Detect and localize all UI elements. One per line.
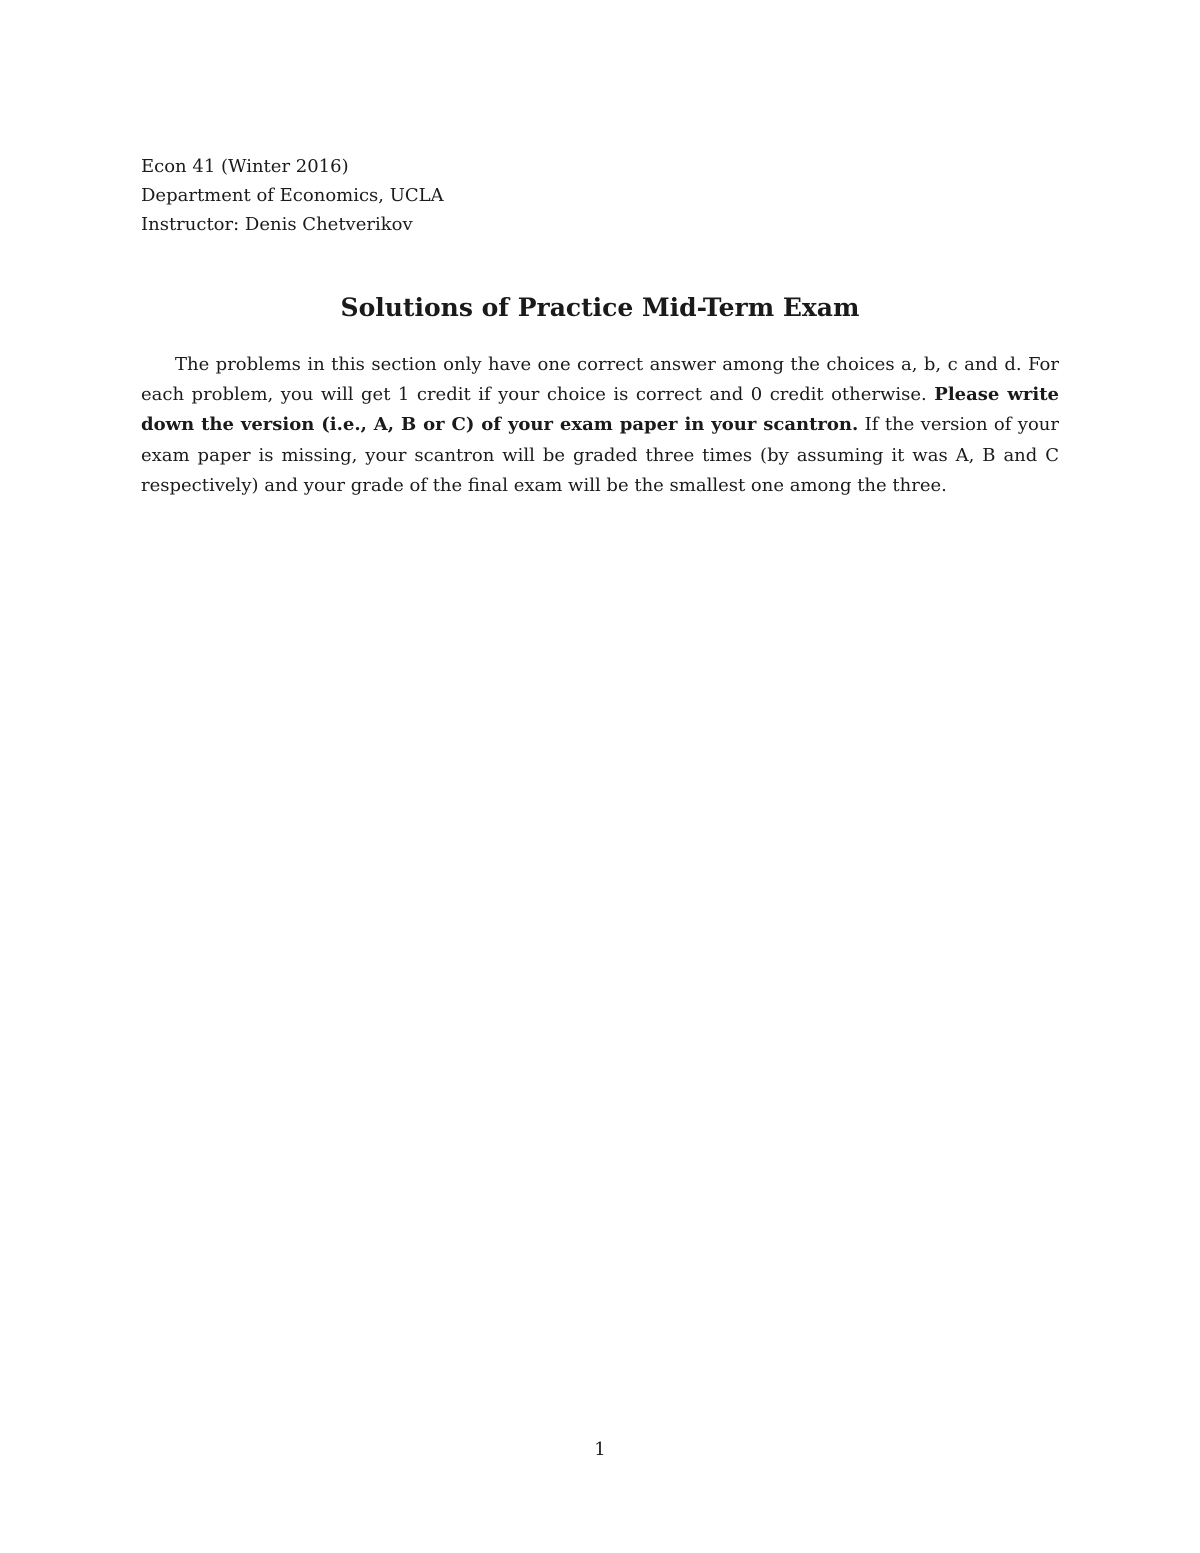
document-title: Solutions of Practice Mid-Term Exam	[340, 293, 860, 322]
instructions-paragraph	[141, 350, 1059, 501]
department-name: Department of Economics, UCLA	[141, 185, 444, 206]
instructions-text-1: The problems in this section only have one correct answer among the choices a, b, c and d. For each problem, you will get 1 credit if your choice is correct and 0 credit otherwise.	[141, 354, 1059, 406]
instructions-text-2: If the version of your exam paper is missing, your scantron will be graded three times (by assuming it was A, B and C respectively) and your grade of the final exam will be the smallest one among the three.	[141, 414, 1059, 496]
course-header	[141, 152, 444, 239]
course-name: Econ 41 (Winter 2016)	[141, 156, 349, 177]
page-number: 1	[594, 1439, 606, 1460]
instructions-bold-text: Please write down the version (i.e., A, B or C) of your exam paper in your scantron.	[141, 384, 1059, 436]
instructor-name: Instructor: Denis Chetverikov	[141, 214, 413, 235]
